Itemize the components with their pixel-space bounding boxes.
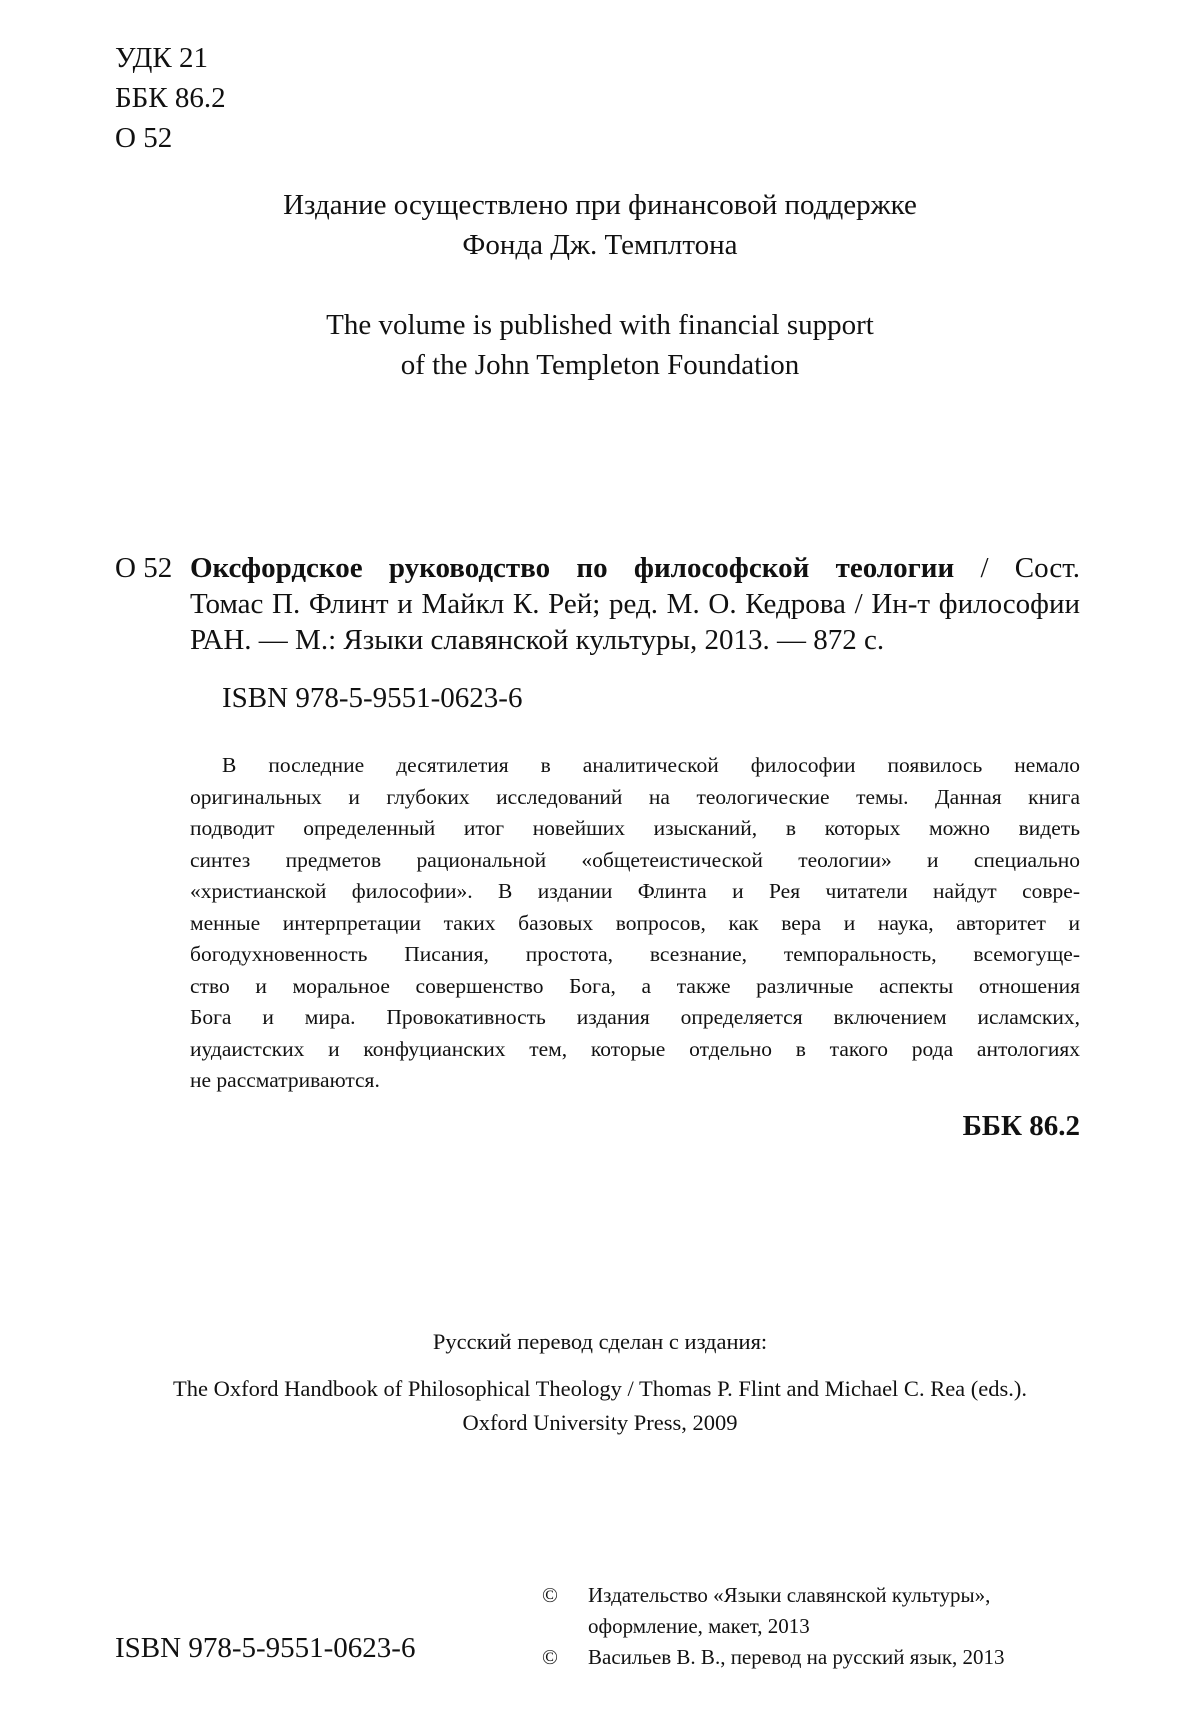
translation-source xyxy=(0,1372,1200,1440)
bib-line-3: РАН. — М.: Языки славянской культуры, 2013. — 872 с. xyxy=(190,624,885,656)
annotation xyxy=(190,750,1080,1097)
udk-code: УДК 21 xyxy=(115,42,208,74)
annotation-line: не рассматриваются. xyxy=(190,1068,380,1092)
copyright-text xyxy=(588,1580,990,1642)
support-note-en xyxy=(0,305,1200,385)
support-note-ru xyxy=(0,185,1200,265)
bib-line-1 xyxy=(190,550,1080,586)
bbk-code: ББК 86.2 xyxy=(115,82,226,114)
copyright-line: Издательство «Языки славянской культуры», xyxy=(588,1583,991,1607)
support-ru-line: Издание осуществлено при финансовой поддержке xyxy=(283,189,917,221)
annotation-line: Бога и мира. Провокативность издания определяется включением исламских, xyxy=(190,1005,1080,1029)
annotation-line: синтез предметов рациональной «общетеистической теологии» и специально xyxy=(190,847,1080,872)
bbk-bottom: ББК 86.2 xyxy=(962,1110,1080,1142)
copyright-item xyxy=(542,1580,1005,1642)
annotation-line: ство и моральное совершенство Бога, а также различные аспекты отношения xyxy=(190,973,1080,998)
support-en-line: of the John Templeton Foundation xyxy=(400,349,800,381)
copyright-text xyxy=(588,1642,1005,1673)
annotation-line: «христианской философии». В издании Флинта и Рея читатели найдут совре- xyxy=(190,879,1080,903)
source-line: Oxford University Press, 2009 xyxy=(462,1410,738,1435)
support-ru-line: Фонда Дж. Темплтона xyxy=(462,229,738,261)
copyright-icon: © xyxy=(542,1583,558,1607)
bib-line-2: Томас П. Флинт и Майкл К. Рей; ред. М. О. Кедрова / Ин-т философии xyxy=(190,588,1080,620)
book-title: Оксфордское руководство по философской теологии xyxy=(190,552,955,584)
classification-codes xyxy=(115,38,226,158)
copyright-icon: © xyxy=(542,1645,558,1669)
isbn-main: ISBN 978-5-9551-0623-6 xyxy=(222,682,523,714)
copyright-item xyxy=(542,1642,1005,1673)
translation-source-heading xyxy=(0,1325,1200,1359)
copyright-line: Васильев В. В., перевод на русский язык, 2013 xyxy=(588,1645,1005,1669)
bibliographic-code: О 52 xyxy=(115,552,173,584)
support-en-line: The volume is published with financial support xyxy=(326,309,874,341)
source-line: The Oxford Handbook of Philosophical Theology / Thomas P. Flint and Michael C. Rea (eds.). xyxy=(172,1376,1028,1401)
author-mark: О 52 xyxy=(115,122,173,154)
annotation-line: иудаистских и конфуцианских тем, которые отдельно в такого рода антологиях xyxy=(190,1036,1080,1061)
annotation-line: В последние десятилетия в аналитической философии появилось немало xyxy=(222,753,1080,777)
annotation-line: оригинальных и глубоких исследований на теологические темы. Данная книга xyxy=(190,784,1080,809)
source-heading-text: Русский перевод сделан с издания: xyxy=(432,1329,768,1354)
bib-line-1-rest: / Сост. xyxy=(954,552,1080,584)
copyright-block xyxy=(542,1580,1005,1673)
annotation-line: менные интерпретации таких базовых вопросов, как вера и наука, авторитет и xyxy=(190,910,1080,935)
copyright-line: оформление, макет, 2013 xyxy=(588,1614,810,1638)
annotation-line: богодухновенность Писания, простота, всезнание, темпоральность, всемогуще- xyxy=(190,942,1080,966)
bibliographic-record xyxy=(190,550,1080,658)
annotation-line: подводит определенный итог новейших изысканий, в которых можно видеть xyxy=(190,816,1080,840)
isbn-footer: ISBN 978-5-9551-0623-6 xyxy=(115,1632,416,1664)
